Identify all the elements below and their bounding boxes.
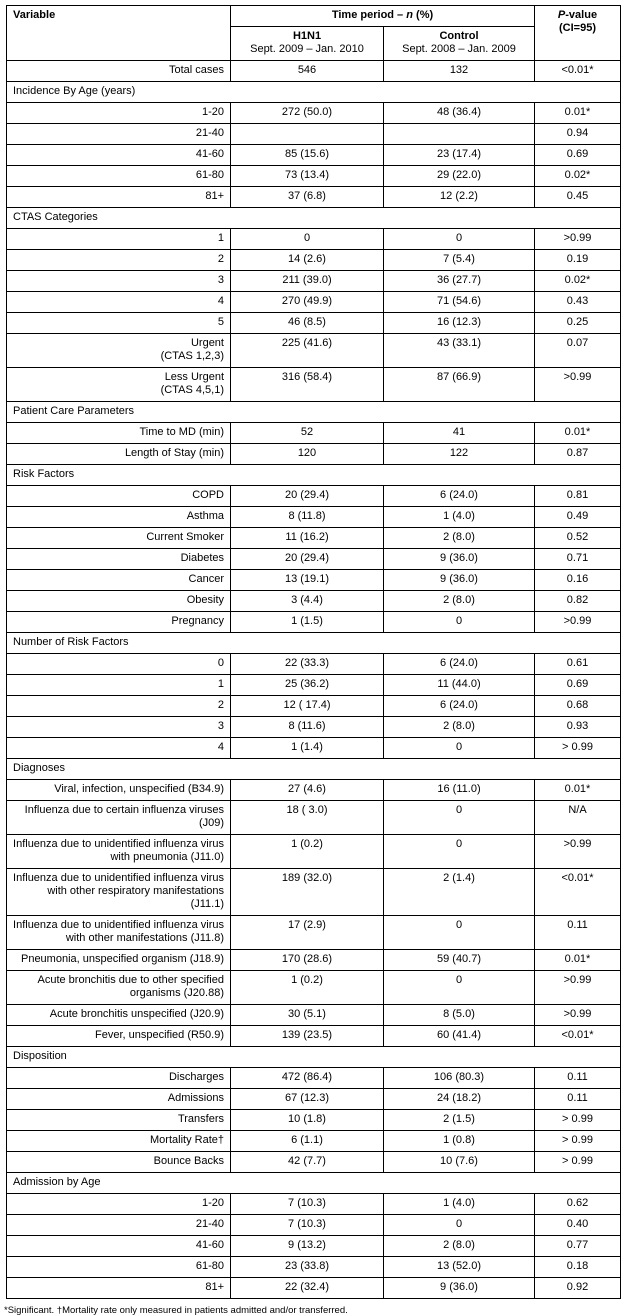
- row-label: 1: [7, 229, 231, 250]
- p-value: 0.11: [535, 1068, 621, 1089]
- p-value: 0.61: [535, 654, 621, 675]
- h1n1-value: 120: [231, 444, 384, 465]
- row-label: Acute bronchitis unspecified (J20.9): [7, 1005, 231, 1026]
- p-value: 0.81: [535, 486, 621, 507]
- p-value: 0.82: [535, 591, 621, 612]
- p-value: 0.01*: [535, 780, 621, 801]
- control-value: 48 (36.4): [384, 103, 535, 124]
- h1n1-value: 189 (32.0): [231, 869, 384, 916]
- table-row: [7, 835, 621, 869]
- table-row: [7, 313, 621, 334]
- table-row: [7, 869, 621, 916]
- table-row: [7, 145, 621, 166]
- p-value: 0.18: [535, 1257, 621, 1278]
- h1n1-value: 14 (2.6): [231, 250, 384, 271]
- section-header-row: [7, 633, 621, 654]
- section-header-row: [7, 82, 621, 103]
- section-title: CTAS Categories: [7, 208, 621, 229]
- table-row: [7, 612, 621, 633]
- table-row: [7, 654, 621, 675]
- h1n1-value: 8 (11.6): [231, 717, 384, 738]
- p-value: 0.40: [535, 1215, 621, 1236]
- h1n1-value: 8 (11.8): [231, 507, 384, 528]
- p-value-header: [535, 6, 621, 61]
- control-value: 9 (36.0): [384, 570, 535, 591]
- table-row: [7, 675, 621, 696]
- p-value: 0.52: [535, 528, 621, 549]
- p-value: <0.01*: [535, 61, 621, 82]
- control-value: 0: [384, 229, 535, 250]
- row-label: Diabetes: [7, 549, 231, 570]
- row-label: 1: [7, 675, 231, 696]
- h1n1-value: 272 (50.0): [231, 103, 384, 124]
- h1n1-value: 472 (86.4): [231, 1068, 384, 1089]
- h1n1-value: 10 (1.8): [231, 1110, 384, 1131]
- control-value: 1 (0.8): [384, 1131, 535, 1152]
- table-row: [7, 444, 621, 465]
- row-label: 2: [7, 250, 231, 271]
- row-label: 21-40: [7, 1215, 231, 1236]
- row-label: 1-20: [7, 1194, 231, 1215]
- p-value: >0.99: [535, 835, 621, 869]
- table-row: [7, 950, 621, 971]
- h1n1-value: 546: [231, 61, 384, 82]
- p-value: >0.99: [535, 1005, 621, 1026]
- table-row: [7, 124, 621, 145]
- total-row: [7, 61, 621, 82]
- row-label: Current Smoker: [7, 528, 231, 549]
- h1n1-value: 20 (29.4): [231, 486, 384, 507]
- table-row: [7, 971, 621, 1005]
- h1n1-value: 316 (58.4): [231, 368, 384, 402]
- control-value: 106 (80.3): [384, 1068, 535, 1089]
- table-row: [7, 166, 621, 187]
- control-value: 6 (24.0): [384, 696, 535, 717]
- p-value: > 0.99: [535, 1152, 621, 1173]
- control-value: 71 (54.6): [384, 292, 535, 313]
- p-value: 0.07: [535, 334, 621, 368]
- section-title: Risk Factors: [7, 465, 621, 486]
- row-label: Admissions: [7, 1089, 231, 1110]
- section-header-row: [7, 759, 621, 780]
- h1n1-value: 6 (1.1): [231, 1131, 384, 1152]
- table-row: [7, 738, 621, 759]
- p-value: 0.02*: [535, 166, 621, 187]
- control-value: 0: [384, 835, 535, 869]
- h1n1-value: 42 (7.7): [231, 1152, 384, 1173]
- control-value: 0: [384, 738, 535, 759]
- row-label: 4: [7, 738, 231, 759]
- control-value: 0: [384, 801, 535, 835]
- table-row: [7, 1215, 621, 1236]
- section-title: Diagnoses: [7, 759, 621, 780]
- row-label: 4: [7, 292, 231, 313]
- control-value: 8 (5.0): [384, 1005, 535, 1026]
- h1n1-value: 11 (16.2): [231, 528, 384, 549]
- time-period-header: [231, 6, 535, 27]
- table-row: [7, 334, 621, 368]
- p-value: > 0.99: [535, 1131, 621, 1152]
- table-row: [7, 103, 621, 124]
- control-value: 6 (24.0): [384, 486, 535, 507]
- pct-label: (%): [412, 9, 434, 21]
- p-value: 0.69: [535, 145, 621, 166]
- table-row: [7, 1236, 621, 1257]
- section-title: Disposition: [7, 1047, 621, 1068]
- h1n1-value: 22 (33.3): [231, 654, 384, 675]
- p-value: 0.45: [535, 187, 621, 208]
- h1n1-value: 1 (1.5): [231, 612, 384, 633]
- p-value: >0.99: [535, 229, 621, 250]
- control-value: 1 (4.0): [384, 507, 535, 528]
- control-value: 10 (7.6): [384, 1152, 535, 1173]
- table-row: [7, 801, 621, 835]
- control-value: 36 (27.7): [384, 271, 535, 292]
- control-value: 1 (4.0): [384, 1194, 535, 1215]
- table-row: [7, 528, 621, 549]
- h1n1-value: 7 (10.3): [231, 1215, 384, 1236]
- control-header: [384, 27, 535, 61]
- h1n1-value: 25 (36.2): [231, 675, 384, 696]
- table-row: [7, 187, 621, 208]
- control-dates: Sept. 2008 – Jan. 2009: [402, 43, 516, 55]
- control-value: 11 (44.0): [384, 675, 535, 696]
- p-value: 0.02*: [535, 271, 621, 292]
- section-header-row: [7, 1047, 621, 1068]
- control-value: 41: [384, 423, 535, 444]
- h1n1-value: 46 (8.5): [231, 313, 384, 334]
- p-value: 0.16: [535, 570, 621, 591]
- h1n1-value: [231, 124, 384, 145]
- p-value: 0.25: [535, 313, 621, 334]
- section-title: Patient Care Parameters: [7, 402, 621, 423]
- n-label: n: [406, 9, 413, 21]
- section-header-row: [7, 1173, 621, 1194]
- h1n1-value: 52: [231, 423, 384, 444]
- p-value: 0.68: [535, 696, 621, 717]
- control-value: 24 (18.2): [384, 1089, 535, 1110]
- row-label: 5: [7, 313, 231, 334]
- control-value: 2 (8.0): [384, 1236, 535, 1257]
- table-row: [7, 1068, 621, 1089]
- time-period-label: Time period –: [331, 9, 407, 21]
- p-value: 0.01*: [535, 423, 621, 444]
- row-label: Obesity: [7, 591, 231, 612]
- table-row: [7, 1131, 621, 1152]
- p-value: 0.11: [535, 1089, 621, 1110]
- section-header-row: [7, 465, 621, 486]
- section-header-row: [7, 208, 621, 229]
- h1n1-header: [231, 27, 384, 61]
- h1n1-value: 73 (13.4): [231, 166, 384, 187]
- control-value: 29 (22.0): [384, 166, 535, 187]
- table-row: [7, 250, 621, 271]
- row-label: 41-60: [7, 145, 231, 166]
- table-row: [7, 696, 621, 717]
- control-value: 2 (1.4): [384, 869, 535, 916]
- table-row: [7, 486, 621, 507]
- h1n1-value: 1 (0.2): [231, 971, 384, 1005]
- h1n1-value: 139 (23.5): [231, 1026, 384, 1047]
- table-row: [7, 423, 621, 444]
- row-label: 81+: [7, 1278, 231, 1299]
- table-row: [7, 1278, 621, 1299]
- control-value: 16 (11.0): [384, 780, 535, 801]
- p-value: 0.43: [535, 292, 621, 313]
- p-value: 0.93: [535, 717, 621, 738]
- h1n1-value: 30 (5.1): [231, 1005, 384, 1026]
- h1n1-value: 12 ( 17.4): [231, 696, 384, 717]
- p-value: 0.01*: [535, 950, 621, 971]
- row-label: Influenza due to unidentified influenza virus with pneumonia (J11.0): [7, 835, 231, 869]
- control-value: 0: [384, 916, 535, 950]
- control-value: 122: [384, 444, 535, 465]
- control-value: 0: [384, 971, 535, 1005]
- p-value: 0.69: [535, 675, 621, 696]
- table-row: [7, 292, 621, 313]
- section-title: Number of Risk Factors: [7, 633, 621, 654]
- p-value: <0.01*: [535, 869, 621, 916]
- row-label: Asthma: [7, 507, 231, 528]
- control-value: 2 (8.0): [384, 528, 535, 549]
- p-value: 0.87: [535, 444, 621, 465]
- row-label: 61-80: [7, 1257, 231, 1278]
- p-value: 0.71: [535, 549, 621, 570]
- control-value: 0: [384, 1215, 535, 1236]
- row-label: Acute bronchitis due to other specified organisms (J20.88): [7, 971, 231, 1005]
- row-label: Viral, infection, unspecified (B34.9): [7, 780, 231, 801]
- table-row: [7, 717, 621, 738]
- h1n1-value: 37 (6.8): [231, 187, 384, 208]
- row-label: Pregnancy: [7, 612, 231, 633]
- p-value: 0.62: [535, 1194, 621, 1215]
- p-value: 0.19: [535, 250, 621, 271]
- p-value: >0.99: [535, 368, 621, 402]
- variable-header: Variable: [7, 6, 231, 61]
- control-value: 9 (36.0): [384, 549, 535, 570]
- h1n1-label: H1N1: [292, 30, 322, 42]
- h1n1-value: 67 (12.3): [231, 1089, 384, 1110]
- control-value: 59 (40.7): [384, 950, 535, 971]
- results-table: [6, 5, 621, 1299]
- table-row: [7, 368, 621, 402]
- row-label: Time to MD (min): [7, 423, 231, 444]
- row-label: Total cases: [7, 61, 231, 82]
- h1n1-value: 27 (4.6): [231, 780, 384, 801]
- control-value: 87 (66.9): [384, 368, 535, 402]
- row-label: Fever, unspecified (R50.9): [7, 1026, 231, 1047]
- row-label: 81+: [7, 187, 231, 208]
- h1n1-dates: Sept. 2009 – Jan. 2010: [250, 43, 364, 55]
- control-value: [384, 124, 535, 145]
- h1n1-value: 13 (19.1): [231, 570, 384, 591]
- row-label: Mortality Rate†: [7, 1131, 231, 1152]
- row-label: Less Urgent (CTAS 4,5,1): [7, 368, 231, 402]
- header-row: [7, 6, 621, 27]
- control-value: 7 (5.4): [384, 250, 535, 271]
- control-value: 60 (41.4): [384, 1026, 535, 1047]
- h1n1-value: 17 (2.9): [231, 916, 384, 950]
- p-value: > 0.99: [535, 1110, 621, 1131]
- p-value: N/A: [535, 801, 621, 835]
- table-row: [7, 570, 621, 591]
- row-label: 21-40: [7, 124, 231, 145]
- control-value: 6 (24.0): [384, 654, 535, 675]
- table-row: [7, 1257, 621, 1278]
- row-label: Influenza due to certain influenza viruses (J09): [7, 801, 231, 835]
- control-value: 23 (17.4): [384, 145, 535, 166]
- row-label: 2: [7, 696, 231, 717]
- table-row: [7, 271, 621, 292]
- row-label: Cancer: [7, 570, 231, 591]
- h1n1-value: 22 (32.4): [231, 1278, 384, 1299]
- h1n1-value: 270 (49.9): [231, 292, 384, 313]
- h1n1-value: 9 (13.2): [231, 1236, 384, 1257]
- control-value: 12 (2.2): [384, 187, 535, 208]
- control-value: 13 (52.0): [384, 1257, 535, 1278]
- row-label: 61-80: [7, 166, 231, 187]
- row-label: Urgent (CTAS 1,2,3): [7, 334, 231, 368]
- p-value: >0.99: [535, 612, 621, 633]
- h1n1-value: 18 ( 3.0): [231, 801, 384, 835]
- section-title: Incidence By Age (years): [7, 82, 621, 103]
- control-value: 132: [384, 61, 535, 82]
- table-row: [7, 1152, 621, 1173]
- p-value: >0.99: [535, 971, 621, 1005]
- control-value: 9 (36.0): [384, 1278, 535, 1299]
- row-label: COPD: [7, 486, 231, 507]
- table-row: [7, 507, 621, 528]
- row-label: Bounce Backs: [7, 1152, 231, 1173]
- h1n1-value: 85 (15.6): [231, 145, 384, 166]
- footnote: *Significant. †Mortality rate only measured in patients admitted and/or transferred.: [4, 1305, 348, 1316]
- control-value: 43 (33.1): [384, 334, 535, 368]
- p-value: 0.77: [535, 1236, 621, 1257]
- p-value: 0.92: [535, 1278, 621, 1299]
- row-label: 41-60: [7, 1236, 231, 1257]
- control-value: 2 (1.5): [384, 1110, 535, 1131]
- section-header-row: [7, 402, 621, 423]
- table-row: [7, 1110, 621, 1131]
- ci-label: (CI=95): [559, 22, 596, 34]
- control-value: 16 (12.3): [384, 313, 535, 334]
- p-value: <0.01*: [535, 1026, 621, 1047]
- h1n1-value: 20 (29.4): [231, 549, 384, 570]
- h1n1-value: 7 (10.3): [231, 1194, 384, 1215]
- control-label: Control: [439, 30, 479, 42]
- row-label: Influenza due to unidentified influenza virus with other manifestations (J11.8): [7, 916, 231, 950]
- table-row: [7, 591, 621, 612]
- table-row: [7, 780, 621, 801]
- table-row: [7, 229, 621, 250]
- h1n1-value: 225 (41.6): [231, 334, 384, 368]
- p-label: P: [557, 9, 566, 21]
- row-label: 3: [7, 717, 231, 738]
- h1n1-value: 211 (39.0): [231, 271, 384, 292]
- row-label: 1-20: [7, 103, 231, 124]
- control-value: 2 (8.0): [384, 591, 535, 612]
- p-value: 0.11: [535, 916, 621, 950]
- row-label: Pneumonia, unspecified organism (J18.9): [7, 950, 231, 971]
- section-title: Admission by Age: [7, 1173, 621, 1194]
- row-label: Transfers: [7, 1110, 231, 1131]
- control-value: 0: [384, 612, 535, 633]
- value-label: -value: [565, 9, 598, 21]
- table-row: [7, 916, 621, 950]
- table-row: [7, 1026, 621, 1047]
- h1n1-value: 3 (4.4): [231, 591, 384, 612]
- h1n1-value: 1 (1.4): [231, 738, 384, 759]
- row-label: 0: [7, 654, 231, 675]
- p-value: 0.94: [535, 124, 621, 145]
- row-label: 3: [7, 271, 231, 292]
- table-row: [7, 1089, 621, 1110]
- h1n1-value: 170 (28.6): [231, 950, 384, 971]
- table-row: [7, 1005, 621, 1026]
- h1n1-value: 23 (33.8): [231, 1257, 384, 1278]
- control-value: 2 (8.0): [384, 717, 535, 738]
- h1n1-value: 1 (0.2): [231, 835, 384, 869]
- h1n1-value: 0: [231, 229, 384, 250]
- row-label: Length of Stay (min): [7, 444, 231, 465]
- p-value: 0.49: [535, 507, 621, 528]
- p-value: > 0.99: [535, 738, 621, 759]
- table-row: [7, 549, 621, 570]
- p-value: 0.01*: [535, 103, 621, 124]
- row-label: Influenza due to unidentified influenza virus with other respiratory manifestations (J11.1): [7, 869, 231, 916]
- table-row: [7, 1194, 621, 1215]
- row-label: Discharges: [7, 1068, 231, 1089]
